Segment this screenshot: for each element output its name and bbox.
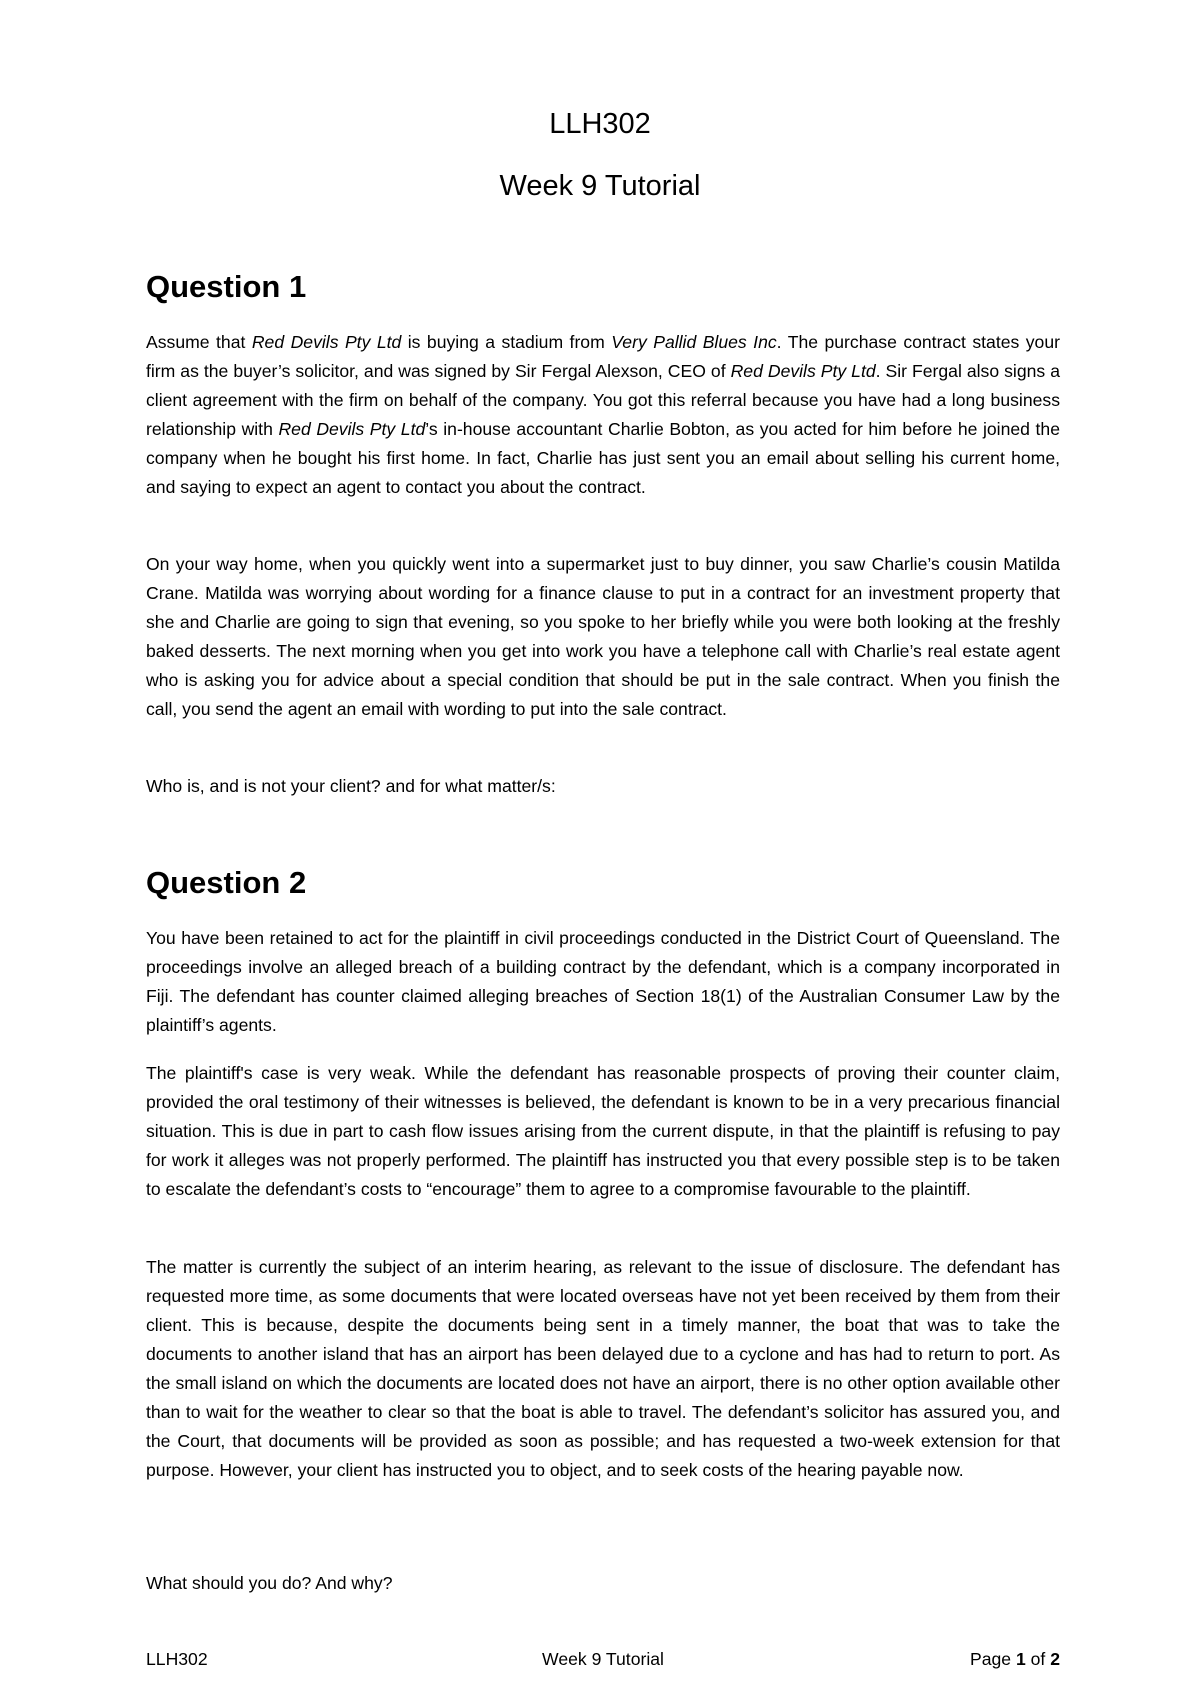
company-name-red-devils: Red Devils Pty Ltd [730,361,876,381]
company-name-red-devils: Red Devils Pty Ltd [278,419,426,439]
question-1-paragraph-2: On your way home, when you quickly went into a supermarket just to buy dinner, you saw Charlie’s cousin Matilda Crane. Matilda was worrying about wording for a finance clause to put in a contract for an investment property that she and Charlie are going to sign that evening, so you spoke to her briefly while you were both looking at the freshly baked desserts. The next morning when you get into work you have a telephone call with Charlie’s real estate agent who is asking you for advice about a special condition that should be put in the sale contract. When you finish the call, you send the agent an email with wording to put into the sale contract. [146,554,1060,719]
question-2-prompt: What should you do? And why? [146,1573,393,1593]
footer-page-number: Page 1 of 2 [969,1649,1060,1669]
question-1-paragraph-1: Assume that Red Devils Pty Ltd is buying a stadium from Very Pallid Blues Inc. The purchase contract states your firm as the buyer’s solicitor, and was signed by Sir Fergal Alexson, CEO of Red Devils Pty Ltd. Sir Fergal also signs a client agreement with the firm on behalf of the company. You got this referral because you have had a long business relationship with Red Devils Pty Ltd’s in-house accountant Charlie Bobton, as you acted for him before he joined the company when he bought his first home. In fact, Charlie has just sent you an email about selling his current home, and saying to expect an agent to contact you about the contract. [146,332,1060,497]
question-2-paragraph-3: The matter is currently the subject of an interim hearing, as relevant to the issue of disclosure. The defendant has requested more time, as some documents that were located overseas have not yet been received by them from their client. This is because, despite the documents being sent in a timely manner, the boat that was to take the documents to another island that has an airport has been delayed due to a cyclone and has had to return to port. As the small island on which the documents are located does not have an airport, there is no other option available other than to wait for the weather to clear so that the boat is able to travel. The defendant’s solicitor has assured you, and the Court, that documents will be provided as soon as possible; and has requested a two-week extension for that purpose. However, your client has instructed you to object, and to seek costs of the hearing payable now. [146,1257,1060,1480]
page-footer [146,1645,1060,1673]
question-2-heading: Question 2 [146,865,307,900]
company-name-red-devils: Red Devils Pty Ltd [251,332,402,352]
question-1-heading: Question 1 [146,269,307,304]
question-1-prompt: Who is, and is not your client? and for what matter/s: [146,776,556,796]
company-name-very-pallid-blues: Very Pallid Blues Inc [611,332,777,352]
tutorial-title: Week 9 Tutorial [499,170,701,202]
question-2-paragraph-1: You have been retained to act for the plaintiff in civil proceedings conducted in the District Court of Queensland. The proceedings involve an alleged breach of a building contract by the defendant, which is a company incorporated in Fiji. The defendant has counter claimed alleging breaches of Section 18(1) of the Australian Consumer Law by the plaintiff’s agents. [146,928,1060,1035]
footer-course-code: LLH302 [146,1649,208,1669]
course-code-heading: LLH302 [549,108,651,140]
footer-title: Week 9 Tutorial [542,1649,664,1669]
question-2-paragraph-2: The plaintiff's case is very weak. While the defendant has reasonable prospects of proving their counter claim, provided the oral testimony of their witnesses is believed, the defendant is known to be in a very precarious financial situation. This is due in part to cash flow issues arising from the current dispute, in that the plaintiff is refusing to pay for work it alleges was not properly performed. The plaintiff has instructed you that every possible step is to be taken to escalate the defendant’s costs to “encourage” them to agree to a compromise favourable to the plaintiff. [146,1063,1060,1199]
